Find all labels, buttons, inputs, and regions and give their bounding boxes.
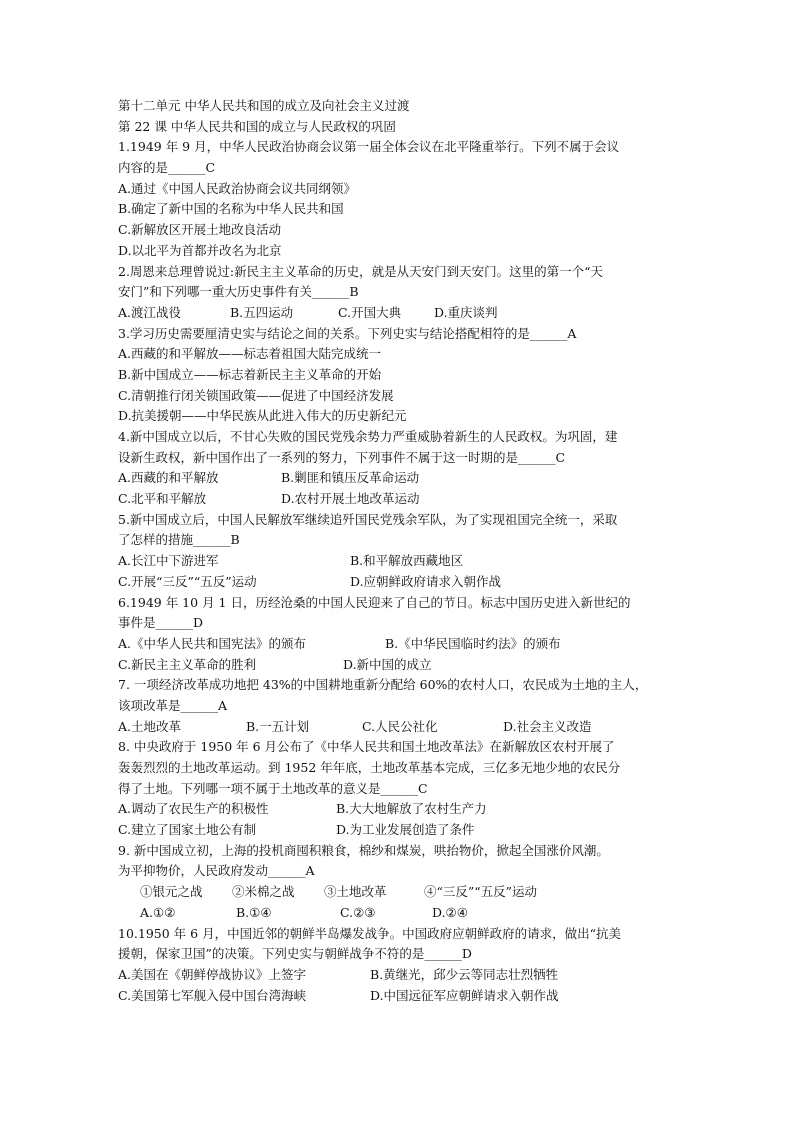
q5-stem-line1: 5.新中国成立后，中国人民解放军继续追歼国民党残余军队，为了实现祖国完全统一，采取 <box>118 511 618 527</box>
q4-options-row1 <box>118 468 678 489</box>
q3-option-d: D.抗美援朝——中华民族从此进入伟大的历史新纪元 <box>118 408 407 424</box>
q2-option-d: D.重庆谈判 <box>434 304 498 320</box>
q1-option-a: A.通过《中国人民政治协商会议共同纲领》 <box>118 180 357 196</box>
q5-options-row1 <box>118 551 678 572</box>
q2-option-c: C.开国大典 <box>338 304 402 320</box>
q3-option-a: A.西藏的和平解放——标志着祖国大陆完成统一 <box>118 346 382 362</box>
q6-option-d: D.新中国的成立 <box>343 656 432 672</box>
q7-option-d: D.社会主义改造 <box>503 718 592 734</box>
q7-stem-line2: 该项改革是______A <box>118 697 228 713</box>
q4-option-c: C.北平和平解放 <box>118 491 207 507</box>
q6-options-row2 <box>118 655 678 676</box>
q9-item-4: ④“三反”“五反”运动 <box>424 884 538 900</box>
q8-options-row2 <box>118 820 678 841</box>
worksheet <box>118 96 678 1006</box>
q10-options-row2 <box>118 986 678 1007</box>
q10-option-d: D.中国远征军应朝鲜请求入朝作战 <box>370 987 559 1003</box>
q10-stem-line2: 援朝，保家卫国”的决策。下列史实与朝鲜战争不符的是______D <box>118 946 472 962</box>
q8-option-a: A.调动了农民生产的积极性 <box>118 801 269 817</box>
q2-option-a: A.渡江战役 <box>118 304 182 320</box>
q9-item-2: ②米棉之战 <box>232 884 295 900</box>
q4-option-b: B.剿匪和镇压反革命运动 <box>281 470 420 486</box>
q7-option-a: A.土地改革 <box>118 718 182 734</box>
q1-option-c: C.新解放区开展土地改良活动 <box>118 222 282 238</box>
q4-option-d: D.农村开展土地改革运动 <box>281 491 420 507</box>
q5-option-a: A.长江中下游进军 <box>118 553 219 569</box>
q7-option-b: B.一五计划 <box>246 718 310 734</box>
q9-option-a: A.①② <box>140 904 176 920</box>
q5-options-row2 <box>118 572 678 593</box>
q9-option-b: B.①④ <box>236 904 272 920</box>
q8-option-b: B.大大地解放了农村生产力 <box>336 801 487 817</box>
q6-stem-line2: 事件是______D <box>118 615 204 631</box>
q5-option-b: B.和平解放西藏地区 <box>350 553 464 569</box>
q2-stem-line2: 安门”和下列哪一重大历史事件有关______B <box>118 284 359 300</box>
q4-options-row2 <box>118 489 678 510</box>
q3-option-b: B.新中国成立——标志着新民主主义革命的开始 <box>118 366 382 382</box>
q2-option-b: B.五四运动 <box>230 304 294 320</box>
q8-stem-line1: 8. 中央政府于 1950 年 6 月公布了《中华人民共和国土地改革法》在新解放区农村开展了 <box>118 739 615 755</box>
q9-items <box>118 882 678 903</box>
q1-stem-line2: 内容的是______C <box>118 160 216 176</box>
q6-option-a: A.《中华人民共和国宪法》的颁布 <box>118 635 307 651</box>
q7-stem-line1: 7. 一项经济改革成功地把 43%的中国耕地重新分配给 60%的农村人口，农民成为土地的主人， <box>118 677 648 693</box>
q10-option-a: A.美国在《朝鲜停战协议》上签字 <box>118 966 307 982</box>
q10-stem-line1: 10.1950 年 6 月，中国近邻的朝鲜半岛爆发战争。中国政府应朝鲜政府的请求，做出“抗美 <box>118 925 621 941</box>
q9-option-d: D.②④ <box>432 904 468 920</box>
q6-options-row1 <box>118 634 678 655</box>
q9-item-1: ①银元之战 <box>140 884 203 900</box>
q4-stem-line1: 4.新中国成立以后，不甘心失败的国民党残余势力严重威胁着新生的人民政权。为巩固，建 <box>118 429 618 444</box>
q6-option-b: B.《中华民国临时约法》的颁布 <box>385 635 561 651</box>
q10-option-c: C.美国第七军舰入侵中国台湾海峡 <box>118 987 307 1003</box>
q1-option-d: D.以北平为首都并改名为北京 <box>118 242 282 258</box>
q2-options <box>118 303 678 324</box>
q4-stem-line2: 设新生政权，新中国作出了一系列的努力，下列事件不属于这一时期的是______C <box>118 449 566 465</box>
q8-option-d: D.为工业发展创造了条件 <box>336 822 475 838</box>
q8-options-row1 <box>118 799 678 820</box>
unit-title: 第十二单元 中华人民共和国的成立及向社会主义过渡 <box>118 98 410 113</box>
q1-stem-line1: 1.1949 年 9 月，中华人民政治协商会议第一届全体会议在北平隆重举行。下列不属于会议 <box>118 139 620 155</box>
q9-option-c: C.②③ <box>340 904 376 920</box>
q9-stem-line2: 为平抑物价，人民政府发动______A <box>118 863 315 879</box>
q6-stem-line1: 6.1949 年 10 月 1 日，历经沧桑的中国人民迎来了自己的节日。标志中国历史进入新世纪的 <box>118 594 631 610</box>
q3-stem: 3.学习历史需要厘清史实与结论之间的关系。下列史实与结论搭配相符的是______A <box>118 325 577 341</box>
q9-item-3: ③土地改革 <box>324 884 387 900</box>
q5-option-d: D.应朝鲜政府请求入朝作战 <box>350 573 502 589</box>
q10-option-b: B.黄继光，邱少云等同志壮烈牺牲 <box>370 966 559 982</box>
q5-stem-line2: 了怎样的措施______B <box>118 532 240 548</box>
lesson-title: 第 22 课 中华人民共和国的成立与人民政权的巩固 <box>118 118 396 134</box>
q1-option-b: B.确定了新中国的名称为中华人民共和国 <box>118 201 344 217</box>
q6-option-c: C.新民主主义革命的胜利 <box>118 656 257 672</box>
q5-option-c: C.开展“三反”“五反”运动 <box>118 573 257 589</box>
q9-options <box>118 903 678 924</box>
q8-stem-line2: 轰轰烈烈的土地改革运动。到 1952 年年底，土地改革基本完成，三亿多无地少地的农民分 <box>118 760 621 775</box>
q9-stem-line1: 9. 新中国成立初，上海的投机商囤积粮食，棉纱和煤炭，哄抬物价，掀起全国涨价风潮。 <box>118 842 609 858</box>
q4-option-a: A.西藏的和平解放 <box>118 470 219 486</box>
q8-option-c: C.建立了国家土地公有制 <box>118 822 257 838</box>
q7-options <box>118 717 678 738</box>
q10-options-row1 <box>118 965 678 986</box>
q8-stem-line3: 得了土地。下列哪一项不属于土地改革的意义是______C <box>118 780 428 796</box>
q2-stem-line1: 2.周恩来总理曾说过:新民主主义革命的历史，就是从天安门到天安门。这里的第一个“天 <box>118 263 604 279</box>
q3-option-c: C.清朝推行闭关锁国政策——促进了中国经济发展 <box>118 387 394 403</box>
q7-option-c: C.人民公社化 <box>362 718 438 734</box>
